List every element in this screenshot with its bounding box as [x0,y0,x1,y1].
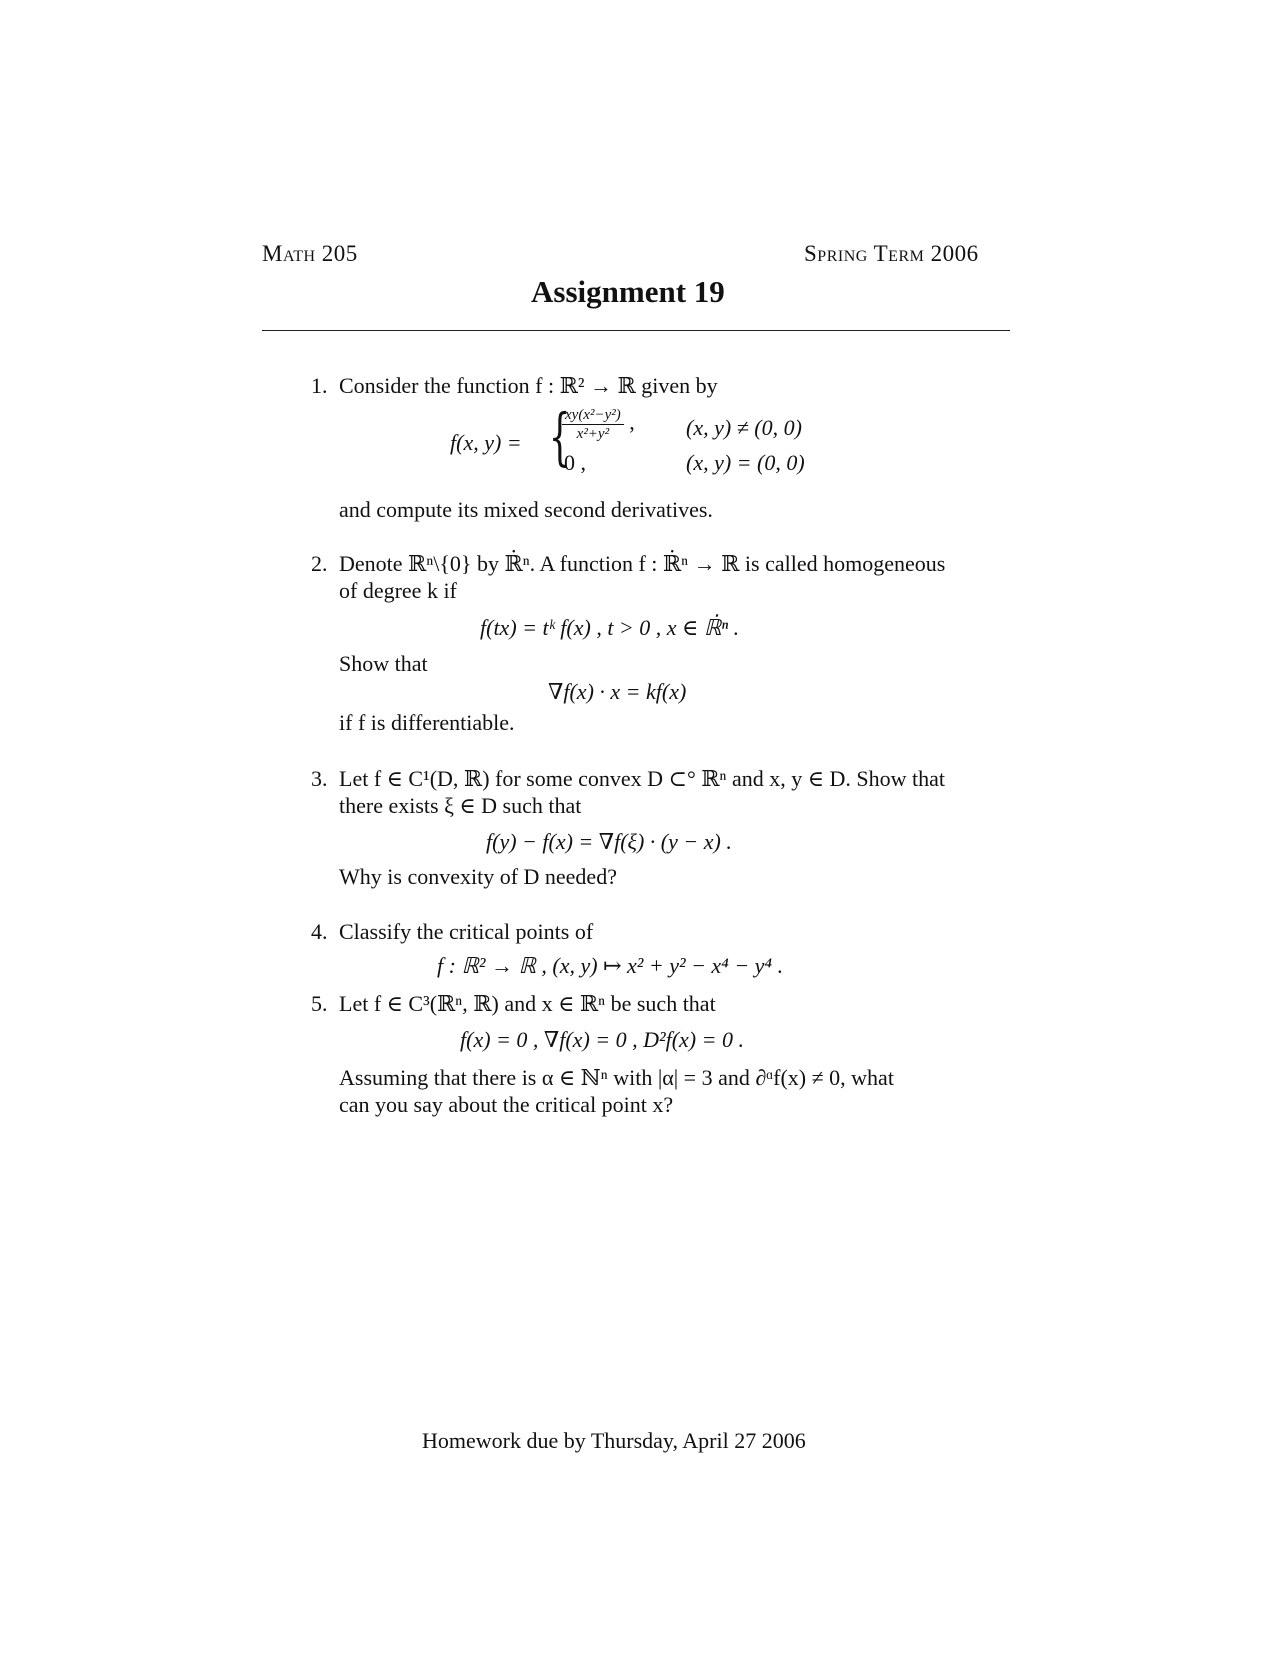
problem-text: Consider the function f : ℝ² → ℝ given by [339,373,718,398]
problem-text: Denote ℝⁿ\{0} by ℝ̇ⁿ. A function f : ℝ̇ⁿ → ℝ is called homogeneous [339,551,946,576]
problem-number: 4. [311,919,328,944]
problem-text: Why is convexity of D needed? [339,864,617,889]
problem-text: Classify the critical points of [339,919,594,944]
case-1-condition: (x, y) ≠ (0, 0) [686,415,802,440]
problem-text: of degree k if [339,578,457,603]
case-2-value: 0 , [564,450,586,475]
function-label: f(x, y) = [450,430,522,455]
term-label: Spring Term 2006 [804,241,979,266]
problem-number: 5. [311,991,328,1016]
fraction [562,407,624,442]
title-rule [262,330,1010,331]
problem-text: Assuming that there is α ∈ ℕⁿ with |α| = 3 and ∂ᵅf(x) ≠ 0, what [339,1065,894,1090]
problem-number: 1. [311,373,328,398]
problem-text: can you say about the critical point x? [339,1092,674,1117]
problem-text: there exists ξ ∈ D such that [339,793,582,818]
problem-text: Let f ∈ C³(ℝⁿ, ℝ) and x ∈ ℝⁿ be such that [339,991,716,1016]
case-1-expression [562,407,635,442]
course-name: Math 205 [262,241,358,266]
problem-number: 2. [311,551,328,576]
due-date-note: Homework due by Thursday, April 27 2006 [422,1428,806,1453]
case-2-condition: (x, y) = (0, 0) [686,450,805,475]
page-title: Assignment 19 [531,274,725,309]
left-brace: { [548,400,571,473]
problem-text: Let f ∈ C¹(D, ℝ) for some convex D ⊂° ℝⁿ and x, y ∈ D. Show that [339,766,946,791]
equation: ∇f(x) · x = kf(x) [548,679,687,704]
equation: f(y) − f(x) = ∇f(ξ) · (y − x) . [486,829,732,854]
equation: f(tx) = tᵏ f(x) , t > 0 , x ∈ ℝ̇ⁿ . [480,615,740,640]
numerator: xy(x²−y²) [562,407,624,425]
problem-number: 3. [311,766,328,791]
problem-text: and compute its mixed second derivatives. [339,497,713,522]
equation: f(x) = 0 , ∇f(x) = 0 , D²f(x) = 0 . [460,1027,744,1052]
denominator: x²+y² [576,426,610,442]
comma: , [629,409,635,435]
equation: f : ℝ² → ℝ , (x, y) ↦ x² + y² − x⁴ − y⁴ . [437,953,784,978]
problem-text: Show that [339,651,428,676]
problem-text: if f is differentiable. [339,710,515,735]
